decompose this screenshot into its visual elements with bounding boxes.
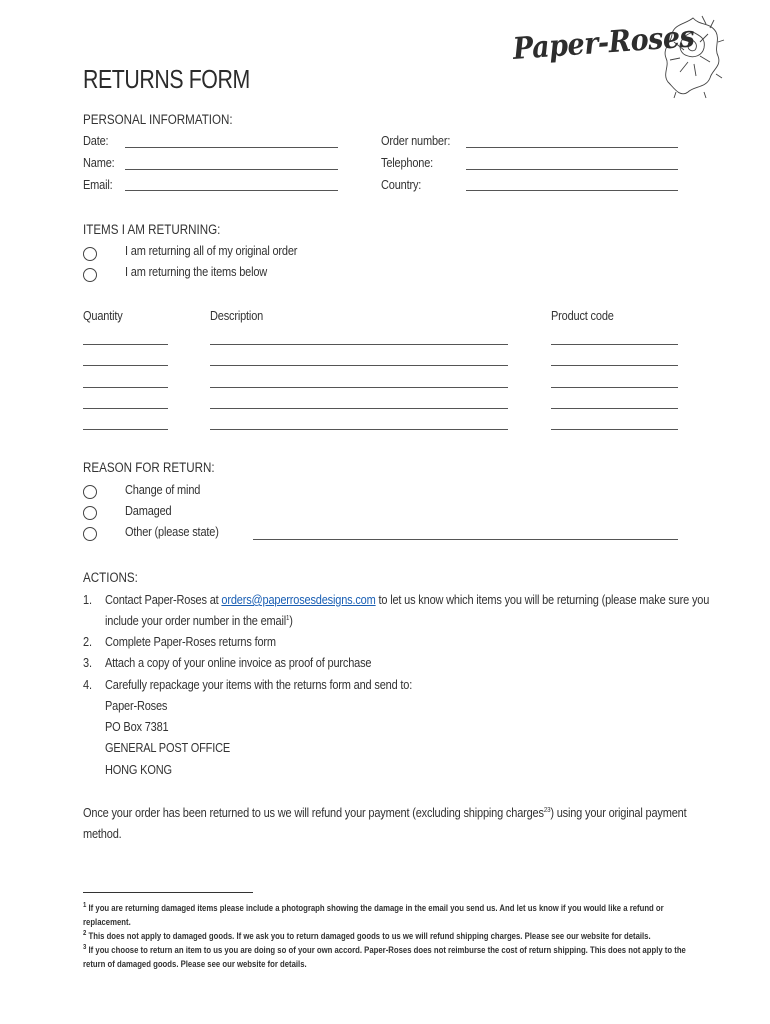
description-field[interactable]: [210, 365, 508, 366]
email-label: Email:: [83, 178, 113, 192]
actions-heading: ACTIONS:: [83, 570, 138, 585]
product-code-field[interactable]: [551, 387, 678, 388]
footnote-1-text: If you are returning damaged items please include a photograph showing the damage in the email you send us. And let us know if you would like a refund or: [88, 903, 664, 913]
email-field[interactable]: [125, 190, 338, 191]
reason-heading: REASON FOR RETURN:: [83, 460, 215, 475]
step-1-text-cont: to let us know which items you will be returning (please make sure you: [375, 593, 710, 607]
change-of-mind-radio[interactable]: [83, 485, 97, 499]
product-code-field[interactable]: [551, 365, 678, 366]
step-1-close: ): [289, 614, 293, 628]
address-line: Paper-Roses: [105, 699, 168, 713]
address-line: HONG KONG: [105, 763, 172, 777]
footnote-2: [83, 931, 651, 941]
telephone-label: Telephone:: [381, 156, 434, 170]
description-column-header: Description: [210, 309, 264, 323]
step-number: 1.: [83, 593, 92, 607]
other-reason-field[interactable]: [253, 539, 678, 540]
footnote-number: 1: [83, 902, 87, 909]
footnote-number: 2: [83, 930, 87, 937]
footnote-divider: [83, 892, 253, 893]
quantity-field[interactable]: [83, 344, 168, 345]
date-label: Date:: [83, 134, 109, 148]
step-number: 3.: [83, 656, 92, 670]
quantity-column-header: Quantity: [83, 309, 123, 323]
return-all-label: I am returning all of my original order: [125, 244, 298, 258]
description-field[interactable]: [210, 387, 508, 388]
telephone-field[interactable]: [466, 169, 678, 170]
order-number-label: Order number:: [381, 134, 451, 148]
other-reason-label: Other (please state): [125, 525, 219, 539]
action-step-4: Carefully repackage your items with the returns form and send to:: [105, 678, 413, 692]
refund-note-text-cont: ) using your original payment: [550, 806, 687, 820]
footnote-2-text: This does not apply to damaged goods. If we ask you to return damaged goods to us we will refund shipping charges. Please see our website for details.: [88, 931, 651, 941]
return-below-radio[interactable]: [83, 268, 97, 282]
step-1-line-2-text: include your order number in the email: [105, 614, 287, 628]
footnote-ref: 23: [543, 806, 551, 814]
refund-note-line-2: method.: [83, 827, 122, 841]
orders-email-link[interactable]: orders@paperrosesdesigns.com: [221, 593, 376, 607]
footnote-3: [83, 945, 686, 955]
damaged-label: Damaged: [125, 504, 172, 518]
action-step-3: Attach a copy of your online invoice as proof of purchase: [105, 656, 372, 670]
logo-wordmark: Paper-Roses: [511, 19, 696, 67]
footnote-3-line-2: return of damaged goods. Please see our website for details.: [83, 959, 307, 969]
name-field[interactable]: [125, 169, 338, 170]
country-label: Country:: [381, 178, 422, 192]
action-step-1: [105, 594, 709, 607]
date-field[interactable]: [125, 147, 338, 148]
quantity-field[interactable]: [83, 365, 168, 366]
return-below-label: I am returning the items below: [125, 265, 268, 279]
name-label: Name:: [83, 156, 115, 170]
other-reason-radio[interactable]: [83, 527, 97, 541]
address-line: PO Box 7381: [105, 720, 169, 734]
description-field[interactable]: [210, 408, 508, 409]
footnote-number: 3: [83, 944, 87, 951]
refund-note-text: Once your order has been returned to us we will refund your payment (excluding shipping charges: [83, 806, 544, 820]
page-title: RETURNS FORM: [83, 64, 250, 94]
footnote-ref: 1: [286, 614, 290, 622]
refund-note-line-1: [83, 807, 686, 820]
description-field[interactable]: [210, 344, 508, 345]
items-returning-heading: ITEMS I AM RETURNING:: [83, 222, 221, 237]
country-field[interactable]: [466, 190, 678, 191]
quantity-field[interactable]: [83, 387, 168, 388]
step-number: 2.: [83, 635, 92, 649]
order-number-field[interactable]: [466, 147, 678, 148]
quantity-field[interactable]: [83, 429, 168, 430]
quantity-field[interactable]: [83, 408, 168, 409]
footnote-3-text: If you choose to return an item to us you are doing so of your own accord. Paper-Roses does not reimburse the cost of return shipping. This does not apply to the: [88, 945, 686, 955]
step-1-text: Contact Paper-Roses at: [105, 593, 222, 607]
step-number: 4.: [83, 678, 92, 692]
address-line: GENERAL POST OFFICE: [105, 741, 231, 755]
action-step-1-line-2: [105, 615, 293, 628]
product-code-field[interactable]: [551, 429, 678, 430]
footnote-1: [83, 903, 664, 913]
description-field[interactable]: [210, 429, 508, 430]
return-all-radio[interactable]: [83, 247, 97, 261]
action-step-2: Complete Paper-Roses returns form: [105, 635, 276, 649]
product-code-field[interactable]: [551, 408, 678, 409]
footnote-1-line-2: replacement.: [83, 917, 131, 927]
damaged-radio[interactable]: [83, 506, 97, 520]
personal-info-heading: PERSONAL INFORMATION:: [83, 112, 233, 127]
product-code-column-header: Product code: [551, 309, 614, 323]
product-code-field[interactable]: [551, 344, 678, 345]
change-of-mind-label: Change of mind: [125, 483, 201, 497]
